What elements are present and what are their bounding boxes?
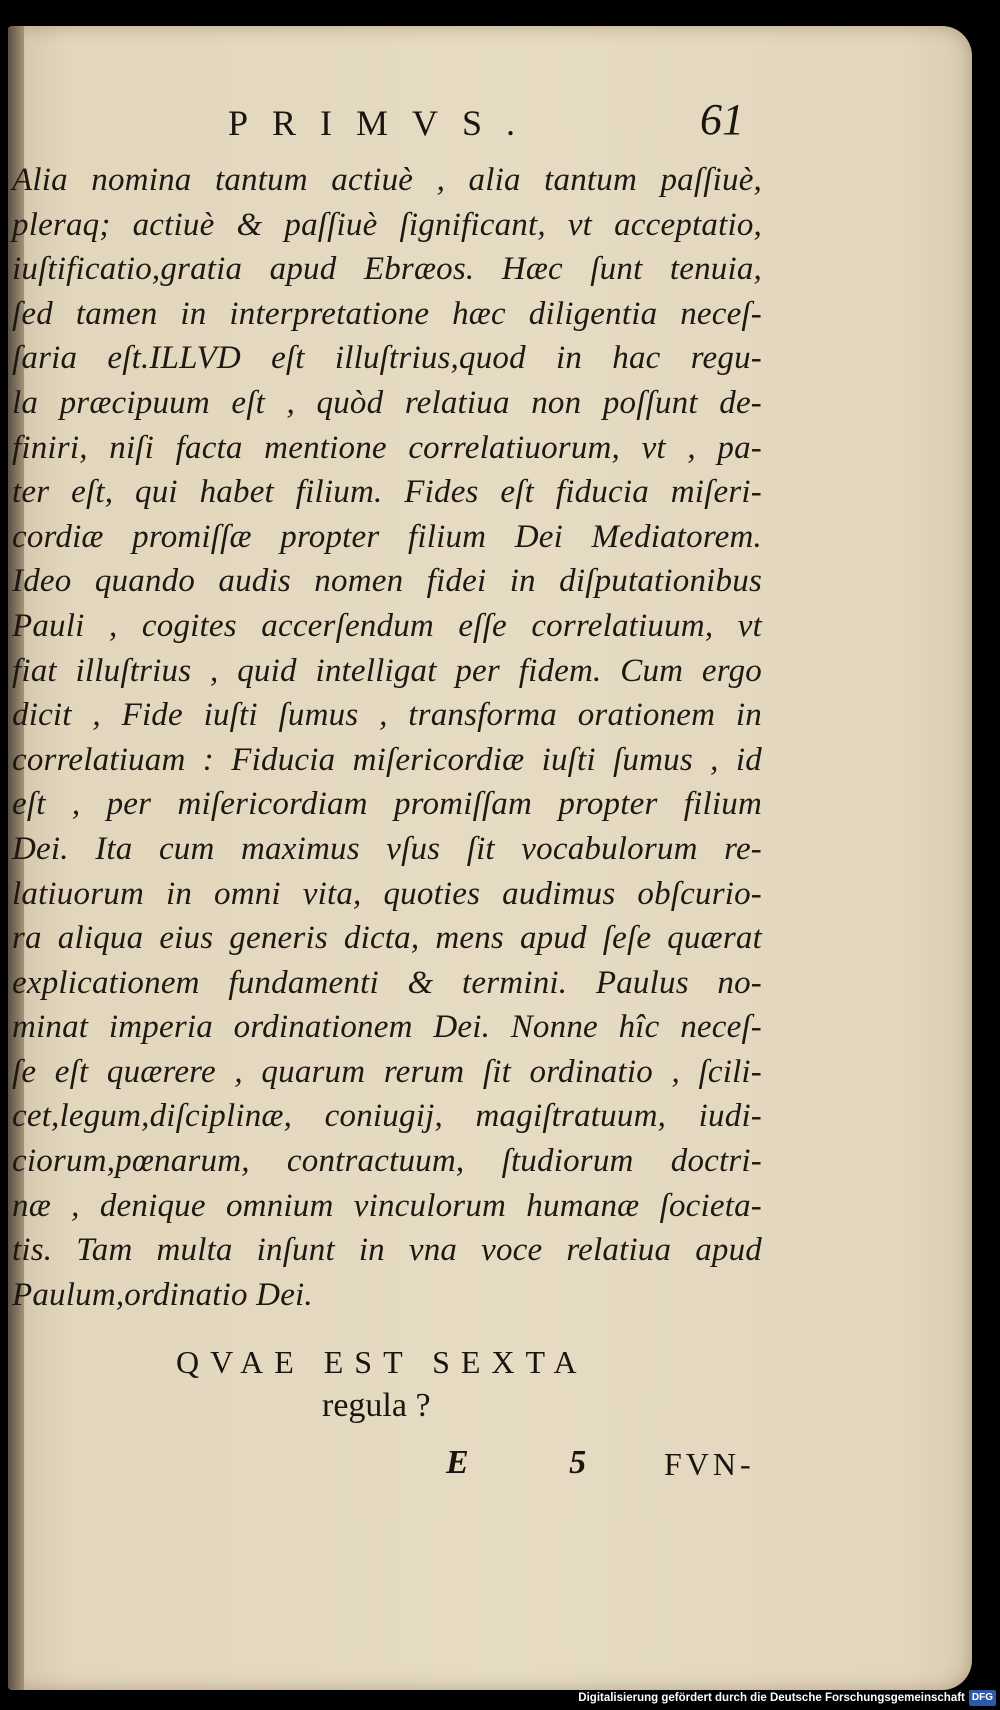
text-line: tis. Tam multa inſunt in vna voce relatiua apud <box>12 1232 762 1269</box>
text-line: ſed tamen in interpretatione hæc diligentia neceſ- <box>12 295 762 332</box>
text-line: eſt , per miſericordiam promiſſam propter filium <box>12 786 762 823</box>
text-line: correlatiuam : Fiducia miſericordiæ iuſti ſumus , id <box>12 741 762 778</box>
question-continuation: regula ? <box>322 1387 431 1424</box>
text-line: Pauli , cogites accerſendum eſſe correlatiuum, vt <box>12 607 762 644</box>
text-line: cordiæ promiſſæ propter filium Dei Mediatorem. <box>12 518 762 555</box>
page-header <box>8 90 972 150</box>
text-line: Paulum,ordinatio Dei. <box>12 1276 313 1313</box>
catchword: FVN- <box>664 1446 755 1482</box>
text-line: ciorum,pœnarum, contractuum, ſtudiorum doctri- <box>12 1143 762 1180</box>
text-line: næ , denique omnium vinculorum humanæ ſocieta- <box>12 1187 762 1224</box>
text-line: pleraq; actiuè & paſſiuè ſignificant, vt acceptatio, <box>12 206 762 243</box>
signature-mark: E 5 <box>446 1444 633 1481</box>
text-line: ra aliqua eius generis dicta, mens apud ſeſe quærat <box>12 920 762 957</box>
book-page <box>8 26 972 1690</box>
question-heading: QVAE EST SEXTA <box>176 1344 588 1380</box>
text-line: explicationem fundamenti & termini. Paulus no- <box>12 964 762 1001</box>
page-number: 61 <box>700 95 744 144</box>
section-question <box>176 1344 588 1425</box>
page-footer <box>8 1444 972 1494</box>
text-line: fiat illuſtrius , quid intelligat per fidem. Cum ergo <box>12 652 762 689</box>
dfg-logo-icon: DFG <box>969 1690 996 1706</box>
text-line: finiri, niſi facta mentione correlatiuorum, vt , pa- <box>12 429 762 466</box>
credit-text: Digitalisierung gefördert durch die Deutsche Forschungsgemeinschaft <box>578 1692 965 1704</box>
text-line: dicit , Fide iuſti ſumus , transforma orationem in <box>12 697 762 734</box>
text-line: Ideo quando audis nomen fidei in diſputationibus <box>12 563 762 600</box>
text-line: minat imperia ordinationem Dei. Nonne hîc neceſ- <box>12 1009 762 1046</box>
text-line: cet,legum,diſciplinæ, coniugij, magiſtratuum, iudi- <box>12 1098 762 1135</box>
digitization-credit <box>578 1689 996 1707</box>
text-line: la præcipuum eſt , quòd relatiua non poſſunt de- <box>12 384 762 421</box>
running-head: PRIMVS. <box>228 103 540 143</box>
text-line: ter eſt, qui habet filium. Fides eſt fiducia miſeri- <box>12 474 762 511</box>
text-line: Alia nomina tantum actiuè , alia tantum paſſiuè, <box>12 162 762 198</box>
text-line: iuſtificatio,gratia apud Ebræos. Hæc ſunt tenuia, <box>12 251 762 288</box>
text-line: latiuorum in omni vita, quoties audimus obſcurio- <box>12 875 762 912</box>
text-line: ſaria eſt.ILLVD eſt illuſtrius,quod in hac regu- <box>12 340 762 377</box>
body-text <box>12 158 762 1317</box>
text-line: ſe eſt quærere , quarum rerum ſit ordinatio , ſcili- <box>12 1053 762 1090</box>
text-line: Dei. Ita cum maximus vſus ſit vocabulorum re- <box>12 830 762 867</box>
